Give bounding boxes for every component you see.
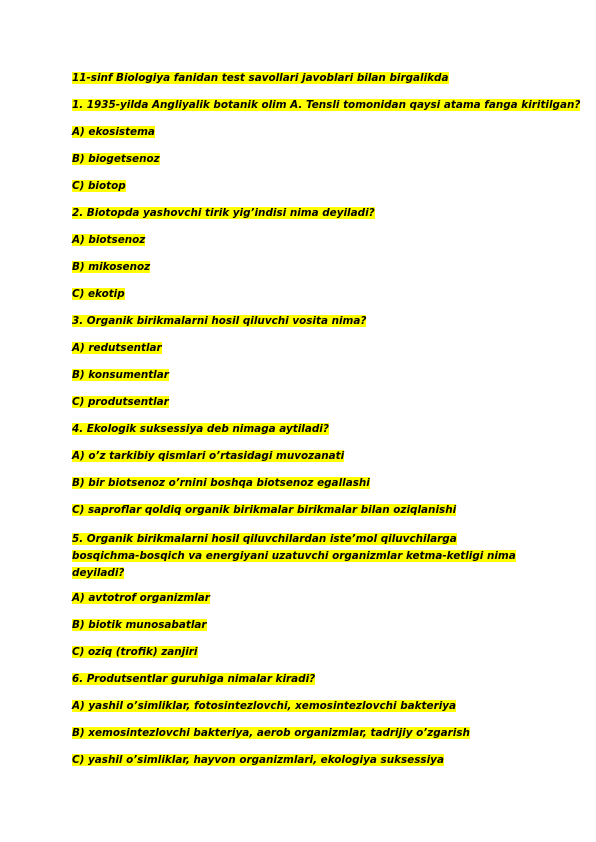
document-title: 11-sinf Biologiya fanidan test savollari javoblari bilan birgalikda bbox=[72, 72, 449, 84]
question-5: 5. Organik birikmalarni hosil qiluvchilardan iste’mol qiluvchilarga bosqichma-bosqich va energiyani uzatuvchi organizmlar ketma-ketligi nima deyiladi? bbox=[72, 533, 516, 579]
question-4: 4. Ekologik suksessiya deb nimaga aytiladi? bbox=[72, 423, 329, 435]
question-2-option-c: C) ekotip bbox=[72, 288, 125, 300]
document-body bbox=[72, 72, 581, 781]
question-6-option-c: C) yashil o’simliklar, hayvon organizmlari, ekologiya suksessiya bbox=[72, 754, 444, 766]
question-6-option-a: A) yashil o’simliklar, fotosintezlovchi, xemosintezlovchi bakteriya bbox=[72, 700, 457, 712]
question-1: 1. 1935-yilda Angliyalik botanik olim A. Tensli tomonidan qaysi atama fanga kiritilgan? bbox=[72, 99, 581, 111]
question-3-option-b: B) konsumentlar bbox=[72, 369, 169, 381]
question-4-option-a: A) o’z tarkibiy qismlari o’rtasidagi muvozanati bbox=[72, 450, 345, 462]
question-5-option-c: C) oziq (trofik) zanjiri bbox=[72, 646, 198, 658]
question-5-option-a: A) avtotrof organizmlar bbox=[72, 592, 210, 604]
question-3-option-a: A) redutsentlar bbox=[72, 342, 162, 354]
question-1-option-b: B) biogetsenoz bbox=[72, 153, 160, 165]
question-4-option-c: C) saproflar qoldiq organik birikmalar birikmalar bilan oziqlanishi bbox=[72, 504, 457, 516]
question-1-option-c: C) biotop bbox=[72, 180, 126, 192]
question-2-option-b: B) mikosenoz bbox=[72, 261, 151, 273]
question-6-option-b: B) xemosintezlovchi bakteriya, aerob organizmlar, tadrijiy o’zgarish bbox=[72, 727, 470, 739]
question-3-option-c: C) produtsentlar bbox=[72, 396, 169, 408]
question-2-option-a: A) biotsenoz bbox=[72, 234, 146, 246]
question-4-option-b: B) bir biotsenoz o’rnini boshqa biotsenoz egallashi bbox=[72, 477, 370, 489]
question-6: 6. Produtsentlar guruhiga nimalar kiradi? bbox=[72, 673, 316, 685]
question-1-option-a: A) ekosistema bbox=[72, 126, 155, 138]
question-2: 2. Biotopda yashovchi tirik yig’indisi nima deyiladi? bbox=[72, 207, 375, 219]
question-5-option-b: B) biotik munosabatlar bbox=[72, 619, 207, 631]
question-3: 3. Organik birikmalarni hosil qiluvchi vosita nima? bbox=[72, 315, 367, 327]
